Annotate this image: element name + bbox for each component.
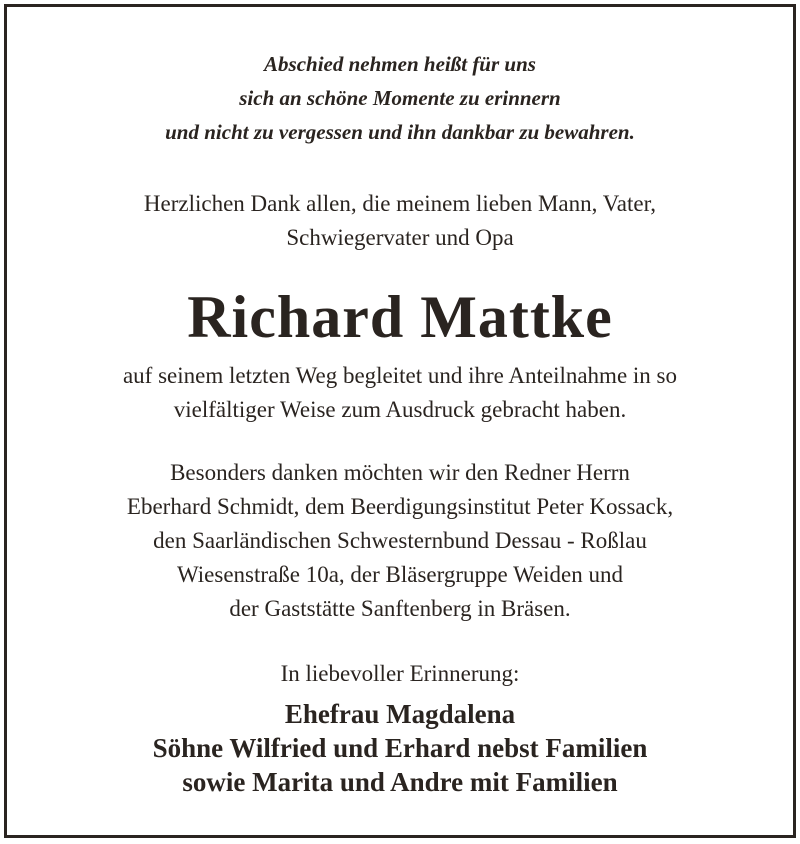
deceased-name: Richard Mattke	[187, 284, 613, 350]
thanks-intro	[7, 187, 793, 255]
signer-line: Söhne Wilfried und Erhard nebst Familien	[152, 733, 648, 763]
signer-line: Ehefrau Magdalena	[284, 699, 516, 729]
motto-verse	[7, 47, 793, 149]
thanks-intro-line: Herzlichen Dank allen, die meinem lieben Mann, Vater,	[143, 191, 657, 216]
obituary-thank-you-notice	[7, 7, 793, 799]
remembrance-label: In liebevoller Erinnerung:	[280, 661, 520, 686]
motto-line: Abschied nehmen heißt für uns	[264, 52, 536, 76]
special-thanks-line: Eberhard Schmidt, dem Beerdigungsinstitut Peter Kossack,	[126, 494, 674, 519]
signer-line: sowie Marita und Andre mit Familien	[182, 767, 618, 797]
special-thanks-line: Besonders danken möchten wir den Redner Herrn	[170, 460, 630, 485]
signers	[7, 697, 793, 799]
thanks-continued-line: vielfältiger Weise zum Ausdruck gebracht haben.	[173, 397, 627, 422]
thanks-continued-line: auf seinem letzten Weg begleitet und ihre Anteilnahme in so	[122, 363, 678, 388]
special-thanks-line: den Saarländischen Schwesternbund Dessau - Roßlau	[153, 528, 647, 553]
motto-line: sich an schöne Momente zu erinnern	[239, 86, 561, 110]
special-thanks-line: Wiesenstraße 10a, der Bläsergruppe Weiden und	[176, 562, 623, 587]
motto-line: und nicht zu vergessen und ihn dankbar zu bewahren.	[165, 120, 635, 144]
special-thanks-line: der Gaststätte Sanftenberg in Bräsen.	[229, 596, 571, 621]
thanks-intro-line: Schwiegervater und Opa	[286, 225, 514, 250]
special-thanks	[7, 456, 793, 626]
thanks-continued	[7, 359, 793, 427]
